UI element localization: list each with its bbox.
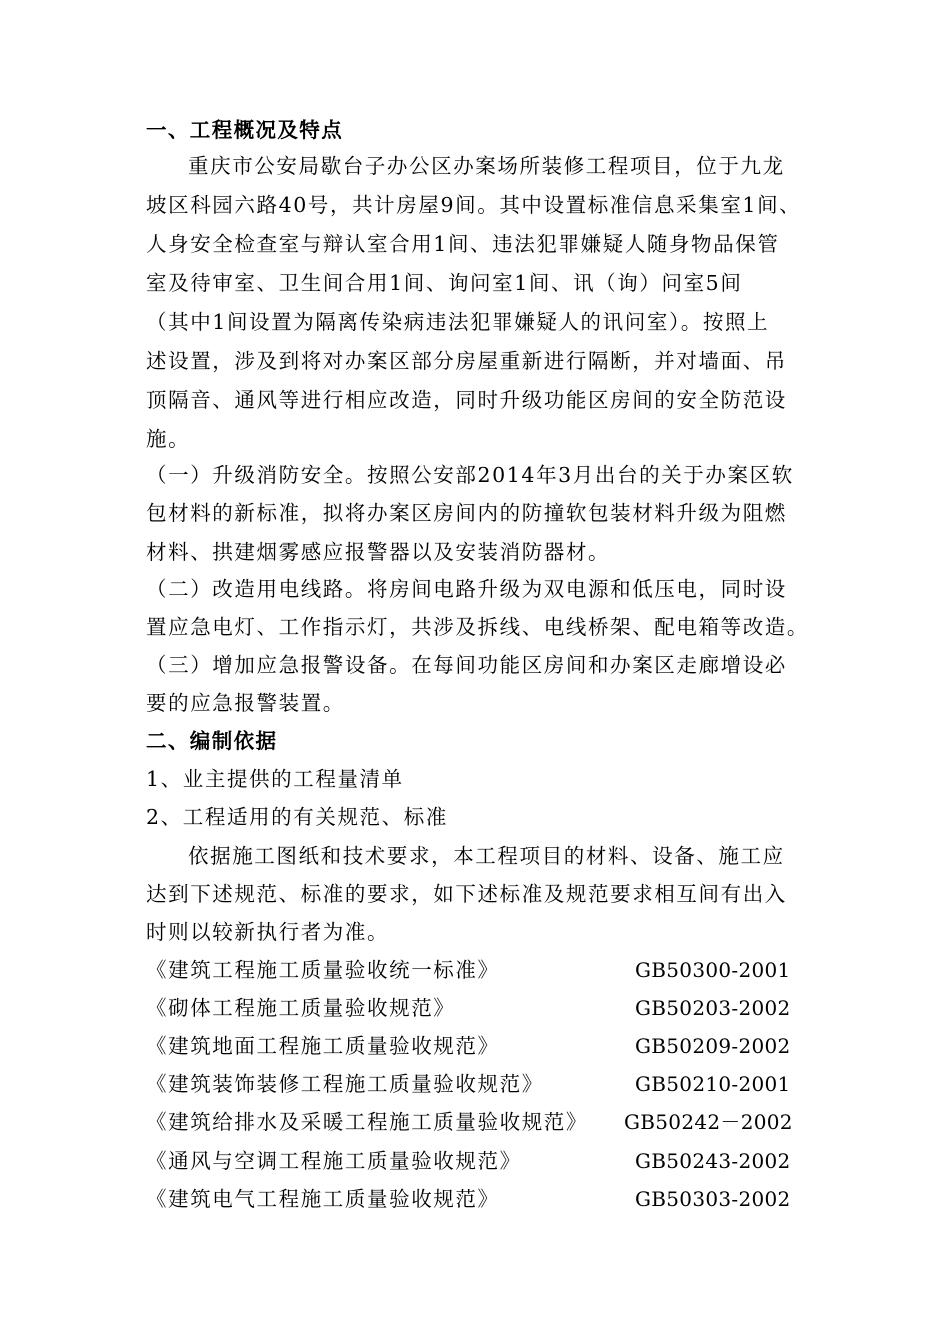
section2-heading: 二、编制依据 [146, 729, 278, 753]
section1-item1-line: 包材料的新标准，拟将办案区房间内的防撞软包装材料升级为阻燃 [146, 501, 787, 525]
standard-code: GB50242－2002 [624, 1110, 793, 1134]
section1-item2-line: （二）改造用电线路。将房间电路升级为双电源和低压电，同时设 [146, 577, 787, 601]
section1-item3-line: 要的应急报警装置。 [146, 691, 345, 715]
section1-heading: 一、工程概况及特点 [146, 118, 344, 142]
standard-name: 《建筑工程施工质量验收统一标准》 [146, 958, 500, 982]
section1-paragraph-line: 人身安全检查室与辩认室合用1间、违法犯罪嫌疑人随身物品保管 [146, 232, 780, 256]
section1-item1-line: （一）升级消防安全。按照公安部2014年3月出台的关于办案区软 [146, 463, 794, 487]
standard-code: GB50210-2001 [635, 1072, 791, 1096]
section1-paragraph-line: 坡区科园六路40号，共计房屋9间。其中设置标准信息采集室1间、 [146, 193, 802, 217]
standard-code: GB50300-2001 [635, 958, 791, 982]
standard-code: GB50243-2002 [635, 1149, 791, 1173]
standard-code: GB50203-2002 [635, 996, 791, 1020]
section1-paragraph-line: （其中1间设置为隔离传染病违法犯罪嫌疑人的讯问室）。按照上 [146, 310, 770, 334]
section1-item2-line: 置应急电灯、工作指示灯，共涉及拆线、电线桥架、配电箱等改造。 [146, 615, 809, 639]
standard-code: GB50209-2002 [635, 1034, 791, 1058]
standard-name: 《建筑装饰装修工程施工质量验收规范》 [146, 1072, 544, 1096]
section2-paragraph-line: 时则以较新执行者为准。 [146, 920, 390, 944]
standard-name: 《建筑给排水及采暖工程施工质量验收规范》 [146, 1110, 588, 1134]
standard-name: 《建筑电气工程施工质量验收规范》 [146, 1187, 500, 1211]
section1-paragraph-line: 室及待审室、卫生间合用1间、询问室1间、讯（询）问室5间 [146, 271, 743, 295]
standard-name: 《建筑地面工程施工质量验收规范》 [146, 1034, 500, 1058]
section2-item1: 1、业主提供的工程量清单 [146, 767, 404, 791]
standard-name: 《通风与空调工程施工质量验收规范》 [146, 1149, 522, 1173]
standard-name: 《砌体工程施工质量验收规范》 [146, 996, 456, 1020]
section1-paragraph-line: 重庆市公安局歇台子办公区办案场所装修工程项目，位于九龙 [188, 154, 785, 178]
section2-item2: 2、工程适用的有关规范、标准 [146, 805, 448, 829]
standard-code: GB50303-2002 [635, 1187, 791, 1211]
section2-paragraph-line: 依据施工图纸和技术要求，本工程项目的材料、设备、施工应 [188, 844, 785, 868]
section1-paragraph-line: 顶隔音、通风等进行相应改造，同时升级功能区房间的安全防范设 [146, 388, 787, 412]
section2-paragraph-line: 达到下述规范、标准的要求，如下述标准及规范要求相互间有出入 [146, 882, 787, 906]
section1-paragraph-line: 施。 [146, 427, 191, 451]
section1-item1-line: 材料、拱建烟雾感应报警器以及安装消防器材。 [146, 540, 611, 564]
section1-paragraph-line: 述设置，涉及到将对办案区部分房屋重新进行隔断，并对墙面、吊 [146, 349, 787, 373]
section1-item3-line: （三）增加应急报警设备。在每间功能区房间和办案区走廊增设必 [146, 653, 787, 677]
